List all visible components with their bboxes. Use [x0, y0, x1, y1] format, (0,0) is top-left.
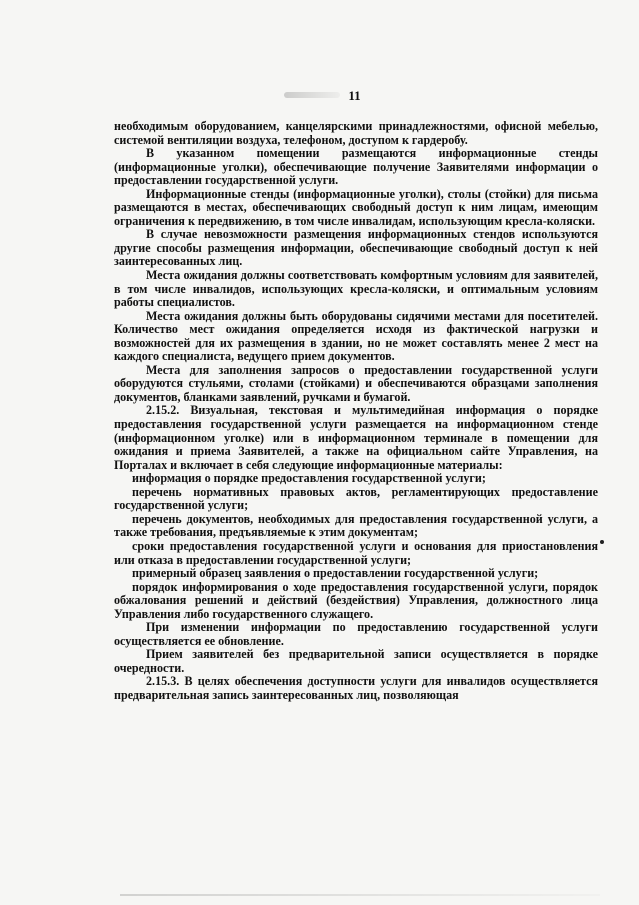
paragraph: необходимым оборудованием, канцелярскими принадлежностями, офисной мебелью, системой вентиляции воздуха, телефоном, доступом к гардеробу. [114, 119, 598, 147]
scan-dot [600, 540, 604, 544]
scan-artifact-bottom [120, 894, 600, 896]
paragraph: Места ожидания должны быть оборудованы сидячими местами для посетителей. Количество мест ожидания определяется исходя из фактической нагрузки и возможностей для их размещения в здании, но не может составлять менее 2 мест на каждого специалиста, ведущего прием документов. [114, 308, 598, 364]
page-number: 11 [348, 88, 361, 103]
paragraph: информация о порядке предоставления государственной услуги; [132, 471, 486, 486]
document-body [114, 120, 598, 703]
paragraph: примерный образец заявления о предоставлении государственной услуги; [132, 566, 539, 581]
paragraph: Места ожидания должны соответствовать комфортным условиям для заявителей, в том числе инвалидов, использующих кресла-коляски, и оптимальным условиям работы специалистов. [114, 268, 598, 310]
paragraph: В указанном помещении размещаются информационные стенды (информационные уголки), обеспечивающие получение Заявителями информации о предоставлении государственной услуги. [114, 146, 598, 188]
paragraph: Прием заявителей без предварительной записи осуществляется в порядке очередности. [114, 647, 598, 675]
paragraph: перечень нормативных правовых актов, регламентирующих предоставление государственной услуги; [114, 484, 598, 513]
paragraph: перечень документов, необходимых для предоставления государственной услуги, а также требования, предъявляемые к этим документам; [114, 511, 598, 540]
paragraph: порядок информирования о ходе предоставления государственной услуги, порядок обжалования решений и действий (бездействия) Управления, должностного лица Управления либо государственного служащего. [114, 579, 598, 621]
paragraph: Информационные стенды (информационные уголки), столы (стойки) для письма размещаются в местах, обеспечивающих свободный доступ к ним лицам, имеющим ограничения к передвижению, в том числе инвалидам, использующим кресла-коляски. [114, 186, 598, 228]
paragraph: 2.15.3. В целях обеспечения доступности услуги для инвалидов осуществляется предварительная запись заинтересованных лиц, позволяющая [114, 674, 598, 702]
paragraph: сроки предоставления государственной услуги и основания для приостановления или отказа в предоставлении государственной услуги; [114, 538, 598, 567]
paragraph: При изменении информации по предоставлению государственной услуги осуществляется ее обновление. [114, 620, 598, 648]
paragraph: 2.15.2. Визуальная, текстовая и мультимедийная информация о порядке предоставления государственной услуги размещается на информационном стенде (информационном уголке) или в информационном терминале в помещении для ожидания и приема Заявителей, а также на официальном сайте Управления, на Порталах и включает в себя следующие информационные материалы: [114, 403, 598, 472]
paragraph: В случае невозможности размещения информационных стендов используются другие способы размещения информации, обеспечивающие свободный доступ к ней заинтересованных лиц. [114, 227, 598, 269]
paragraph: Места для заполнения запросов о предоставлении государственной услуги оборудуются стульями, столами (стойками) и обеспечиваются образцами заполнения документов, бланками заявлений, ручками и бумагой. [114, 362, 598, 404]
